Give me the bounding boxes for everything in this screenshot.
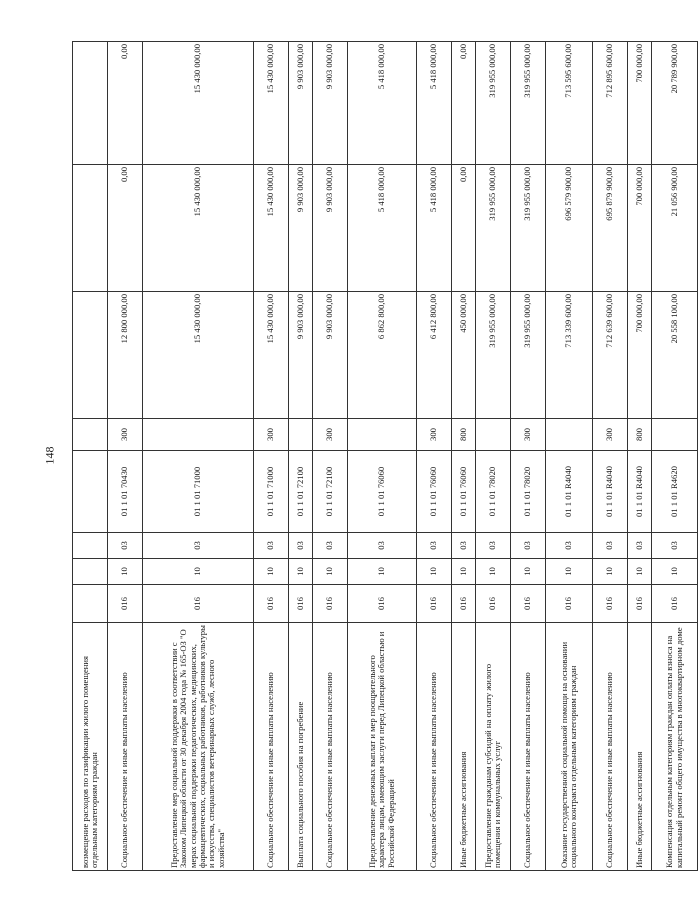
expense-kind-cell [476,419,511,451]
subsection-code-cell: 03 [546,533,593,559]
rotated-sheet [72,42,684,871]
target-article-cell: 01 1 01 76060 [452,451,476,533]
subsection-code-cell: 03 [289,533,313,559]
amount-year3-cell: 0,00 [108,42,143,165]
expense-kind-cell: 800 [628,419,652,451]
amount-year2-cell: 9 903 000,00 [289,165,313,292]
ministry-code-cell: 016 [511,585,546,623]
amount-year2-cell: 9 903 000,00 [313,165,348,292]
amount-year2-cell: 700 000,00 [628,165,652,292]
target-article-cell: 01 1 01 70430 [108,451,143,533]
amount-year2-cell: 21 056 900,00 [652,165,698,292]
subsection-code-cell: 03 [511,533,546,559]
amount-year1-cell: 6 862 800,00 [348,292,417,419]
amount-year2-cell [73,165,108,292]
target-article-cell: 01 1 01 78020 [476,451,511,533]
amount-year1-cell: 319 955 000,00 [476,292,511,419]
table-row [417,42,452,871]
item-name-cell: Предоставление денежных выплат и мер поощрительного характера лицам, имеющим заслуги перед Липецкой областью и Российской Федерацией [348,623,417,871]
subsection-code-cell: 03 [143,533,254,559]
ministry-code-cell: 016 [348,585,417,623]
expense-kind-cell: 300 [313,419,348,451]
subsection-code-cell: 03 [652,533,698,559]
amount-year3-cell: 5 418 000,00 [348,42,417,165]
item-name-cell: Компенсация отдельным категориям граждан оплаты взноса на капитальный ремонт общего имущества в многоквартирном доме [652,623,698,871]
ministry-code-cell: 016 [289,585,313,623]
table-row [143,42,254,871]
amount-year1-cell: 9 903 000,00 [313,292,348,419]
subsection-code-cell: 03 [476,533,511,559]
section-code-cell: 10 [593,559,628,585]
ministry-code-cell: 016 [417,585,452,623]
target-article-cell: 01 1 01 R4040 [546,451,593,533]
item-name-cell: Иные бюджетные ассигнования [628,623,652,871]
subsection-code-cell: 03 [452,533,476,559]
table-row [108,42,143,871]
amount-year1-cell: 319 955 000,00 [511,292,546,419]
budget-table [72,41,698,871]
section-code-cell: 10 [476,559,511,585]
amount-year2-cell: 319 955 000,00 [476,165,511,292]
section-code-cell: 10 [313,559,348,585]
table-row [546,42,593,871]
amount-year3-cell: 700 000,00 [628,42,652,165]
table-row [348,42,417,871]
table-row [476,42,511,871]
section-code-cell: 10 [348,559,417,585]
table-row [313,42,348,871]
amount-year3-cell: 319 955 000,00 [511,42,546,165]
section-code-cell: 10 [511,559,546,585]
item-name-cell: Социальное обеспечение и иные выплаты населению [254,623,289,871]
item-name-cell: Иные бюджетные ассигнования [452,623,476,871]
amount-year2-cell: 5 418 000,00 [417,165,452,292]
amount-year1-cell: 450 000,00 [452,292,476,419]
ministry-code-cell: 016 [254,585,289,623]
section-code-cell [73,559,108,585]
amount-year2-cell: 15 430 000,00 [254,165,289,292]
table-viewport [72,42,684,871]
amount-year1-cell: 9 903 000,00 [289,292,313,419]
expense-kind-cell: 300 [108,419,143,451]
expense-kind-cell [652,419,698,451]
subsection-code-cell: 03 [417,533,452,559]
ministry-code-cell: 016 [108,585,143,623]
amount-year2-cell: 319 955 000,00 [511,165,546,292]
item-name-cell: Предоставление гражданам субсидий на оплату жилого помещения и коммунальных услуг [476,623,511,871]
section-code-cell: 10 [417,559,452,585]
table-row [628,42,652,871]
ministry-code-cell: 016 [476,585,511,623]
section-code-cell: 10 [289,559,313,585]
section-code-cell: 10 [452,559,476,585]
subsection-code-cell: 03 [593,533,628,559]
expense-kind-cell [73,419,108,451]
expense-kind-cell: 300 [511,419,546,451]
subsection-code-cell: 03 [348,533,417,559]
amount-year1-cell: 712 639 600,00 [593,292,628,419]
subsection-code-cell: 03 [628,533,652,559]
amount-year3-cell: 5 418 000,00 [417,42,452,165]
amount-year1-cell: 15 430 000,00 [143,292,254,419]
target-article-cell [73,451,108,533]
budget-table-body [73,42,698,871]
table-row [73,42,108,871]
item-name-cell: Оказание государственной социальной помощи на основании социального контракта отдельным категориям граждан [546,623,593,871]
amount-year2-cell: 696 579 900,00 [546,165,593,292]
expense-kind-cell: 300 [593,419,628,451]
ministry-code-cell: 016 [143,585,254,623]
ministry-code-cell: 016 [628,585,652,623]
amount-year3-cell [73,42,108,165]
target-article-cell: 01 1 01 71000 [254,451,289,533]
section-code-cell: 10 [108,559,143,585]
expense-kind-cell [289,419,313,451]
expense-kind-cell [546,419,593,451]
amount-year3-cell: 9 903 000,00 [289,42,313,165]
amount-year2-cell: 0,00 [108,165,143,292]
expense-kind-cell: 300 [417,419,452,451]
amount-year3-cell: 9 903 000,00 [313,42,348,165]
amount-year1-cell: 15 430 000,00 [254,292,289,419]
subsection-code-cell: 03 [313,533,348,559]
amount-year1-cell [73,292,108,419]
subsection-code-cell: 03 [108,533,143,559]
ministry-code-cell: 016 [313,585,348,623]
ministry-code-cell [73,585,108,623]
amount-year3-cell: 15 430 000,00 [143,42,254,165]
amount-year2-cell: 0,00 [452,165,476,292]
table-row [452,42,476,871]
item-name-cell: Социальное обеспечение и иные выплаты населению [108,623,143,871]
section-code-cell: 10 [143,559,254,585]
amount-year2-cell: 695 879 900,00 [593,165,628,292]
amount-year3-cell: 15 430 000,00 [254,42,289,165]
ministry-code-cell: 016 [593,585,628,623]
amount-year1-cell: 700 000,00 [628,292,652,419]
item-name-cell: Социальное обеспечение и иные выплаты населению [313,623,348,871]
subsection-code-cell [73,533,108,559]
item-name-cell: Предоставление мер социальной поддержки в соответствии с Законом Липецкой области от 30 декабря 2004 года № 165-ОЗ "О мерах социальной поддержки педагогических, медицинских, фармацевтических, социальных работников, работников культуры и искусства, специалистов ветеринарных служб, лесного хозяйства" [143,623,254,871]
section-code-cell: 10 [546,559,593,585]
table-row [511,42,546,871]
amount-year3-cell: 20 789 900,00 [652,42,698,165]
expense-kind-cell [143,419,254,451]
item-name-cell: возмещение расходов по газификации жилого помещения отдельным категориям граждан [73,623,108,871]
target-article-cell: 01 1 01 R4040 [628,451,652,533]
table-row [652,42,698,871]
ministry-code-cell: 016 [452,585,476,623]
amount-year2-cell: 15 430 000,00 [143,165,254,292]
target-article-cell: 01 1 01 76060 [348,451,417,533]
target-article-cell: 01 1 01 71000 [143,451,254,533]
expense-kind-cell: 800 [452,419,476,451]
amount-year1-cell: 6 412 800,00 [417,292,452,419]
ministry-code-cell: 016 [546,585,593,623]
amount-year1-cell: 12 800 000,00 [108,292,143,419]
page-number: 148 [42,446,57,465]
target-article-cell: 01 1 01 72100 [289,451,313,533]
amount-year2-cell: 5 418 000,00 [348,165,417,292]
target-article-cell: 01 1 01 78020 [511,451,546,533]
amount-year3-cell: 319 955 000,00 [476,42,511,165]
amount-year1-cell: 713 339 600,00 [546,292,593,419]
expense-kind-cell: 300 [254,419,289,451]
target-article-cell: 01 1 01 R4040 [593,451,628,533]
table-row [254,42,289,871]
target-article-cell: 01 1 01 76060 [417,451,452,533]
target-article-cell: 01 1 01 72100 [313,451,348,533]
table-row [593,42,628,871]
amount-year3-cell: 712 895 600,00 [593,42,628,165]
ministry-code-cell: 016 [652,585,698,623]
item-name-cell: Социальное обеспечение и иные выплаты населению [593,623,628,871]
item-name-cell: Выплата социального пособия на погребение [289,623,313,871]
target-article-cell: 01 1 01 R4620 [652,451,698,533]
amount-year3-cell: 0,00 [452,42,476,165]
section-code-cell: 10 [254,559,289,585]
expense-kind-cell [348,419,417,451]
section-code-cell: 10 [628,559,652,585]
table-row [289,42,313,871]
item-name-cell: Социальное обеспечение и иные выплаты населению [417,623,452,871]
section-code-cell: 10 [652,559,698,585]
amount-year1-cell: 20 558 100,00 [652,292,698,419]
amount-year3-cell: 713 595 600,00 [546,42,593,165]
subsection-code-cell: 03 [254,533,289,559]
item-name-cell: Социальное обеспечение и иные выплаты населению [511,623,546,871]
